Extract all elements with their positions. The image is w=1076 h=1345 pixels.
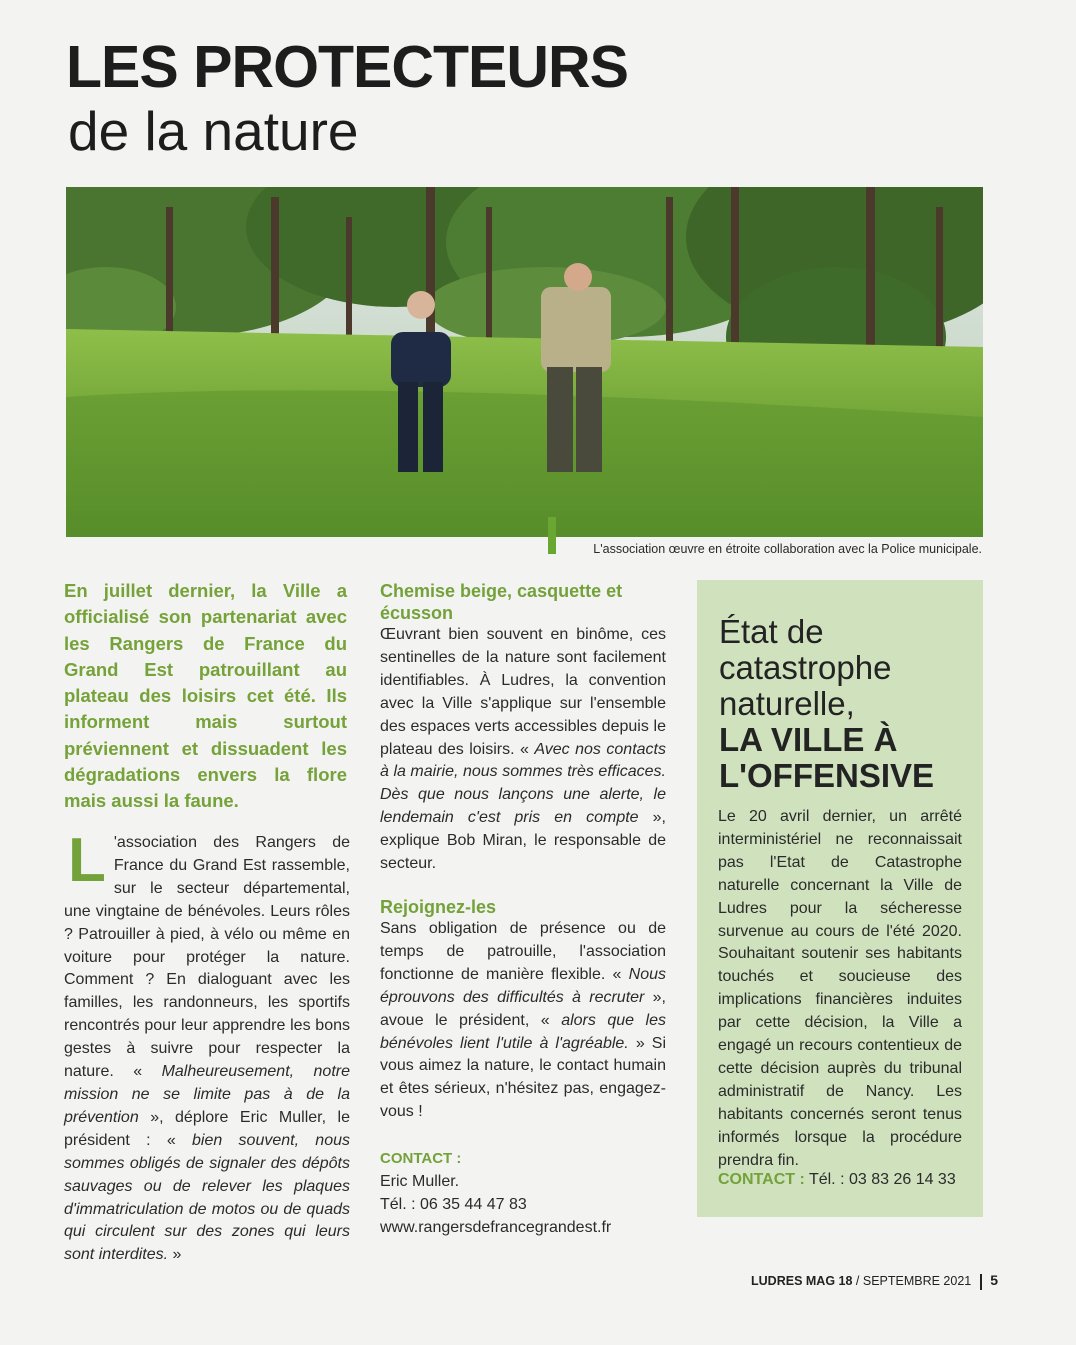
section-heading: Rejoignez-les (380, 896, 497, 917)
box-contact-label: CONTACT : (718, 1171, 805, 1188)
issue-date: / SEPTEMBRE 2021 (855, 1274, 972, 1288)
article-text: Sans obligation de présence ou de temps de patrouille, l'association fonctionne de manière flexible. « (380, 919, 666, 983)
contact-name: Eric Muller. (380, 1173, 460, 1191)
section-heading: Chemise beige, casquette et écusson (380, 581, 623, 623)
article-text: » Si vous aimez la nature, le contact humain et êtes sérieux, n'hésitez pas, engagez-vous ! (380, 1034, 667, 1121)
quote-text: Avec nos contacts à la mairie, nous sommes très efficaces. Dès que nous lançons une alerte, le lendemain c'est pris en compte (380, 740, 666, 827)
page-subtitle: de la nature (68, 100, 359, 162)
box-title-light: État de catastrophe naturelle, (719, 613, 892, 722)
quote-text: bien souvent, nous sommes obligés de signaler des dépôts sauvages ou de relever les plaques d'immatriculation de motos ou de quads qui circulent sur des zones qui leurs sont interdites. (64, 1131, 351, 1264)
footer-divider (980, 1274, 982, 1290)
contact-label: CONTACT : (380, 1150, 462, 1168)
box-contact (718, 1171, 956, 1189)
article-column-2 (380, 580, 666, 1240)
page-footer (751, 1272, 998, 1290)
article-text: », explique Bob Miran, le responsable de secteur. (380, 809, 666, 873)
drop-cap: L (68, 826, 106, 895)
article-text: 'association des Rangers de France du Grand Est rassemble, sur le secteur départemental, une vingtaine de bénévoles. Leurs rôles ? Patrouiller à pied, à vélo ou même en voiture pour protéger la nature. Comment ? En dialoguant avec les familles, les randonneurs, les sportifs rencontrés pour leur apprendre les bons gestes à suivre pour respecter la nature. « (64, 834, 350, 1081)
article-text: », avoue le président, « (380, 988, 667, 1029)
article-text: », déplore Eric Muller, le président : « (64, 1108, 350, 1149)
box-title (719, 614, 974, 794)
rangers-photo (66, 187, 983, 537)
article-text: Œuvrant bien souvent en binôme, ces sentinelles de la nature sont facilement identifiables. À Ludres, la convention avec la Ville s'applique sur l'ensemble des espaces verts accessibles depuis le plateau des loisirs. « (380, 626, 666, 758)
caption-accent-bar (548, 517, 556, 554)
quote-text: Malheureusement, notre mission ne se limite pas à de la prévention (64, 1063, 350, 1126)
photo-caption: L'association œuvre en étroite collaboration avec la Police municipale. (593, 542, 982, 556)
magazine-name: LUDRES MAG 18 (751, 1274, 853, 1288)
box-title-bold: LA VILLE À L'OFFENSIVE (719, 721, 935, 794)
section-paragraph (380, 624, 666, 876)
intro-lead: En juillet dernier, la Ville a officialisé son partenariat avec les Rangers de France du Grand Est patrouillant au plateau des loisirs cet été. Ils informent mais surtout préviennent et dissuadent les dégradations envers la flore mais aussi la faune. (64, 580, 347, 812)
article-column-1 (64, 826, 351, 1267)
quote-text: Nous éprouvons des difficultés à recruter (380, 965, 666, 1006)
quote-text: alors que les bénévoles lient l'utile à l'agréable. (380, 1011, 666, 1052)
section-paragraph (380, 918, 666, 1124)
box-text: Le 20 avril dernier, un arrêté interministériel ne reconnaissait pas l'Etat de Catastrophe naturelle concernant la Ville de Ludres pour la sécheresse survenue au cours de l'été 2020. Souhaitant soutenir ses habitants touchés et soucieuse des implications financières induites par cette décision, la Ville a engagé un recours contentieux de cette décision auprès du tribunal administratif de Nancy. Les habitants concernés seront tenus informés lorsque la procédure prendra fin. (718, 808, 962, 1169)
page-title: LES PROTECTEURS (66, 34, 628, 100)
contact-phone: Tél. : 06 35 44 47 83 (380, 1195, 527, 1213)
box-contact-phone: Tél. : 03 83 26 14 33 (808, 1171, 956, 1188)
sidebar-box (697, 580, 983, 1217)
article-text: » (168, 1246, 182, 1264)
page-number: 5 (990, 1272, 998, 1288)
contact-website: www.rangersdefrancegrandest.fr (380, 1218, 612, 1236)
